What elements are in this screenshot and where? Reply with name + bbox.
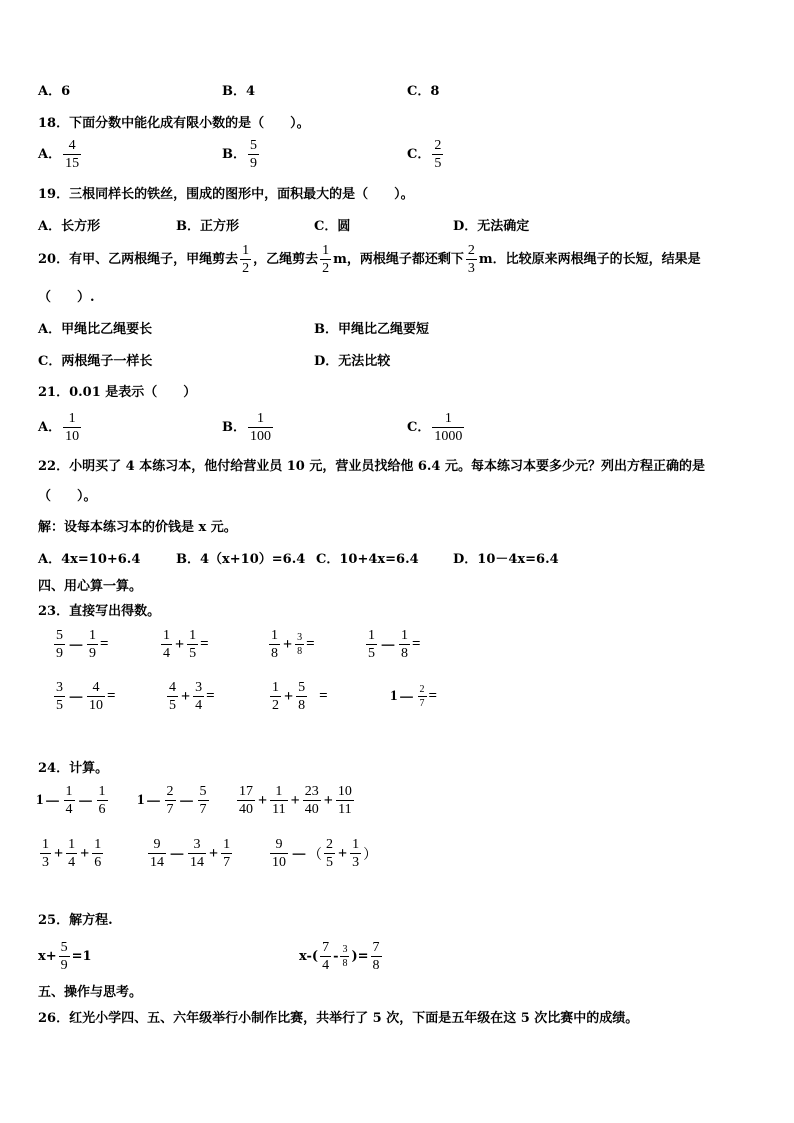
q25-equation-1: x+ $\frac{5}{9}$ =1 [38, 940, 92, 973]
q19-option-d: D．无法确定 [453, 219, 530, 234]
q24-expression-2: 1 － 2 7 － 5 7 [137, 784, 207, 817]
q22-option-a: A．4x=10+6.4 [38, 552, 141, 567]
q22-option-c: C．10+4x=6.4 [316, 552, 419, 567]
q20-stem: 20．有甲、乙两根绳子，甲绳剪去 1 2 ，乙绳剪去 1 2 m，两根绳子都还剩下 2 3 m．比较原来两根绳子的长短，结果是 [38, 243, 701, 276]
q21-option-c: C． 1 1000 [407, 411, 463, 444]
q25-equation-2: x-( 7 4 - 3 8 )= $\frac{7}{8}$ [299, 940, 380, 973]
q25-stem: 25．解方程. [38, 913, 113, 928]
q20-option-b: B．甲绳比乙绳要短 [314, 322, 429, 337]
q18-option-a: A． 4 15 [38, 138, 80, 171]
q18-option-b: B． 5 9 [222, 138, 257, 171]
q24-expression-3: 17 40 + $\frac{1}{11}$ + $\frac{23}{40}$ + $\frac{10}{11}$ [239, 784, 352, 817]
q19-option-c: C．圆 [314, 219, 351, 234]
q26-stem: 26．红光小学四、五、六年级举行小制作比赛，共举行了 5 次，下面是五年级在这 5 次比赛中的成绩。 [38, 1011, 639, 1026]
q18-option-c: C． 2 5 [407, 138, 442, 171]
q23-expression-4: 1 5 － $\frac{1}{8}$ = [368, 628, 421, 661]
q22-option-b: B．4（x+10）=6.4 [176, 552, 306, 567]
q24-expression-6: 9 10 － （ 2 5 + $\frac{1}{3}$ ） [272, 837, 378, 870]
q17-option-b: B．4 [222, 84, 256, 99]
q20-option-a: A．甲绳比乙绳要长 [38, 322, 153, 337]
q23-expression-5: 3 5 － $\frac{4}{10}$ = [56, 680, 116, 713]
q22-option-d: D．10－4x=6.4 [453, 552, 559, 567]
q23-expression-6: 4 5 + $\frac{3}{4}$ = [169, 680, 215, 713]
q24-expression-1: 1 － 1 4 － 1 6 [36, 784, 106, 817]
q19-option-a: A．长方形 [38, 219, 101, 234]
section-4-heading: 四、用心算一算。 [38, 579, 143, 594]
q22-setup: 解：设每本练习本的价钱是 x 元。 [38, 520, 237, 535]
q17-option-c: C．8 [407, 84, 440, 99]
q21-option-b: B． 1 100 [222, 411, 271, 444]
q19-stem: 19．三根同样长的铁丝，围成的图形中，面积最大的是（ ）。 [38, 187, 414, 202]
q20-option-d: D．无法比较 [314, 354, 391, 369]
q22-stem: 22．小明买了 4 本练习本，他付给营业员 10 元，营业员找给他 6.4 元。每本练习本要多少元？列出方程正确的是 [38, 459, 705, 474]
q23-stem: 23．直接写出得数。 [38, 604, 161, 619]
q21-stem: 21．0.01 是表示（ ） [38, 385, 197, 400]
q18-stem: 18．下面分数中能化成有限小数的是（ ）。 [38, 116, 310, 131]
q23-expression-3: 1 8 + $\frac{3}{8}$ = [271, 628, 315, 661]
q23-expression-2: 1 4 + $\frac{1}{5}$ = [163, 628, 209, 661]
q24-stem: 24．计算。 [38, 761, 109, 776]
q20-option-c: C．两根绳子一样长 [38, 354, 153, 369]
q23-expression-1: 5 9 － $\frac{1}{9}$ = [56, 628, 109, 661]
q19-option-b: B．正方形 [176, 219, 239, 234]
q23-expression-8: 1 － $\frac{2}{7}$ = [390, 684, 438, 709]
q20-blank: （ ）. [38, 290, 95, 305]
q17-option-a: A．6 [38, 84, 71, 99]
q22-blank: （ ）。 [38, 489, 97, 504]
q24-expression-4: 1 3 + $\frac{1}{4}$ + $\frac{1}{6}$ [42, 837, 102, 870]
q21-option-a: A． 1 10 [38, 411, 80, 444]
q23-expression-7: 1 2 + $\frac{5}{8}$ = [272, 680, 328, 713]
section-5-heading: 五、操作与思考。 [38, 985, 143, 1000]
q24-expression-5: 9 14 － 3 14 + $\frac{1}{7}$ [150, 837, 231, 870]
